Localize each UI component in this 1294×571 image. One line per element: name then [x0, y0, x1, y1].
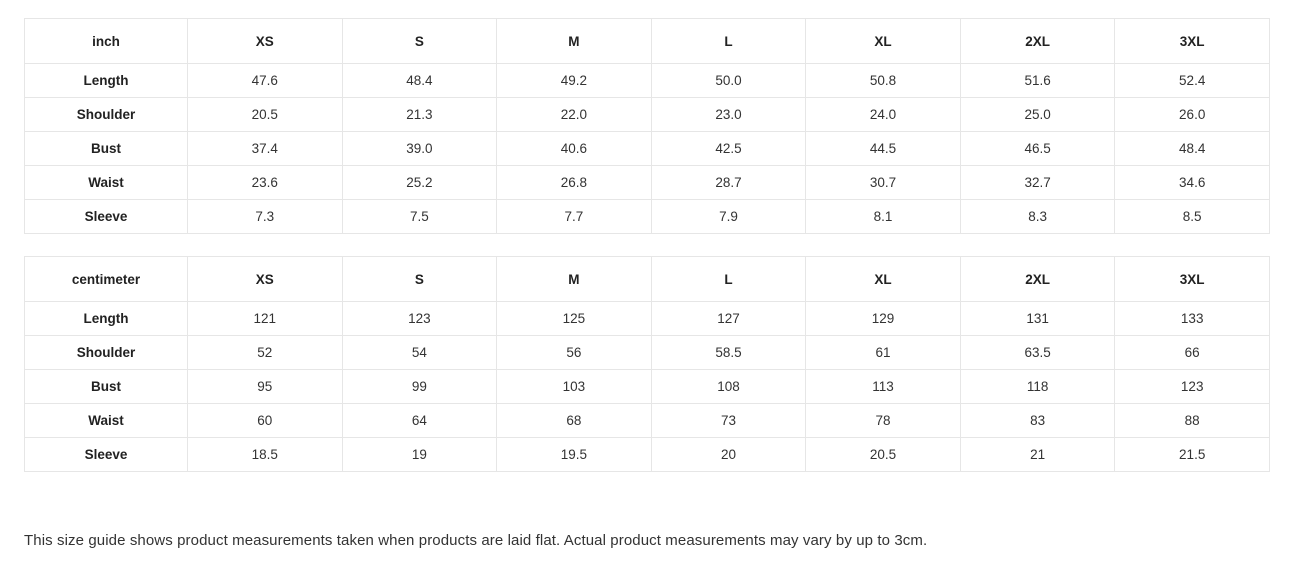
cell-value: 7.3	[188, 200, 343, 234]
size-chart-centimeter	[24, 256, 1270, 472]
size-header-xl: XL	[806, 257, 961, 302]
size-header-3xl: 3XL	[1115, 19, 1270, 64]
unit-label-inch: inch	[25, 19, 188, 64]
cell-value: 49.2	[497, 64, 652, 98]
cell-value: 56	[497, 336, 652, 370]
cell-value: 99	[342, 370, 497, 404]
size-header-xl: XL	[806, 19, 961, 64]
cell-value: 7.9	[651, 200, 806, 234]
cell-value: 25.0	[960, 98, 1115, 132]
cell-value: 58.5	[651, 336, 806, 370]
cell-value: 24.0	[806, 98, 961, 132]
cell-value: 108	[651, 370, 806, 404]
cell-value: 8.3	[960, 200, 1115, 234]
cell-value: 118	[960, 370, 1115, 404]
cell-value: 83	[960, 404, 1115, 438]
measure-label-shoulder: Shoulder	[25, 98, 188, 132]
size-header-s: S	[342, 257, 497, 302]
measure-label-sleeve: Sleeve	[25, 438, 188, 472]
cell-value: 95	[188, 370, 343, 404]
cell-value: 42.5	[651, 132, 806, 166]
cell-value: 19	[342, 438, 497, 472]
size-chart-inch	[24, 18, 1270, 234]
table-row	[25, 404, 1270, 438]
table-header-row	[25, 19, 1270, 64]
cell-value: 23.0	[651, 98, 806, 132]
size-header-l: L	[651, 19, 806, 64]
cell-value: 88	[1115, 404, 1270, 438]
table-row	[25, 438, 1270, 472]
cell-value: 68	[497, 404, 652, 438]
size-header-s: S	[342, 19, 497, 64]
cell-value: 21.5	[1115, 438, 1270, 472]
cell-value: 7.7	[497, 200, 652, 234]
cell-value: 25.2	[342, 166, 497, 200]
measure-label-bust: Bust	[25, 370, 188, 404]
measure-label-waist: Waist	[25, 404, 188, 438]
cell-value: 8.5	[1115, 200, 1270, 234]
unit-label-centimeter: centimeter	[25, 257, 188, 302]
cell-value: 26.8	[497, 166, 652, 200]
cell-value: 48.4	[1115, 132, 1270, 166]
cell-value: 50.8	[806, 64, 961, 98]
measure-label-waist: Waist	[25, 166, 188, 200]
cell-value: 28.7	[651, 166, 806, 200]
measure-label-sleeve: Sleeve	[25, 200, 188, 234]
measure-label-length: Length	[25, 302, 188, 336]
size-header-2xl: 2XL	[960, 257, 1115, 302]
cell-value: 51.6	[960, 64, 1115, 98]
cell-value: 46.5	[960, 132, 1115, 166]
cell-value: 61	[806, 336, 961, 370]
size-header-xs: XS	[188, 257, 343, 302]
cell-value: 20.5	[188, 98, 343, 132]
cell-value: 22.0	[497, 98, 652, 132]
cell-value: 32.7	[960, 166, 1115, 200]
cell-value: 123	[342, 302, 497, 336]
cell-value: 47.6	[188, 64, 343, 98]
cell-value: 113	[806, 370, 961, 404]
cell-value: 30.7	[806, 166, 961, 200]
cell-value: 37.4	[188, 132, 343, 166]
cell-value: 52.4	[1115, 64, 1270, 98]
table-row	[25, 302, 1270, 336]
size-header-m: M	[497, 19, 652, 64]
cell-value: 63.5	[960, 336, 1115, 370]
measure-label-bust: Bust	[25, 132, 188, 166]
cell-value: 125	[497, 302, 652, 336]
table-row	[25, 98, 1270, 132]
size-header-3xl: 3XL	[1115, 257, 1270, 302]
cell-value: 39.0	[342, 132, 497, 166]
cell-value: 26.0	[1115, 98, 1270, 132]
cell-value: 127	[651, 302, 806, 336]
measure-label-shoulder: Shoulder	[25, 336, 188, 370]
table-row	[25, 64, 1270, 98]
cell-value: 44.5	[806, 132, 961, 166]
cell-value: 50.0	[651, 64, 806, 98]
cell-value: 48.4	[342, 64, 497, 98]
cell-value: 34.6	[1115, 166, 1270, 200]
table-row	[25, 336, 1270, 370]
cell-value: 21	[960, 438, 1115, 472]
cell-value: 103	[497, 370, 652, 404]
size-guide-note: This size guide shows product measurements taken when products are laid flat. Actual product measurements may vary by up to 3cm.	[24, 532, 928, 549]
table-row	[25, 166, 1270, 200]
cell-value: 121	[188, 302, 343, 336]
cell-value: 129	[806, 302, 961, 336]
table-row	[25, 132, 1270, 166]
cell-value: 123	[1115, 370, 1270, 404]
table-row	[25, 370, 1270, 404]
cell-value: 78	[806, 404, 961, 438]
cell-value: 133	[1115, 302, 1270, 336]
cell-value: 54	[342, 336, 497, 370]
size-header-l: L	[651, 257, 806, 302]
cell-value: 21.3	[342, 98, 497, 132]
cell-value: 8.1	[806, 200, 961, 234]
cell-value: 64	[342, 404, 497, 438]
measure-label-length: Length	[25, 64, 188, 98]
size-header-xs: XS	[188, 19, 343, 64]
cell-value: 23.6	[188, 166, 343, 200]
cell-value: 20.5	[806, 438, 961, 472]
size-header-m: M	[497, 257, 652, 302]
cell-value: 7.5	[342, 200, 497, 234]
cell-value: 73	[651, 404, 806, 438]
cell-value: 18.5	[188, 438, 343, 472]
cell-value: 60	[188, 404, 343, 438]
table-header-row	[25, 257, 1270, 302]
cell-value: 52	[188, 336, 343, 370]
table-row	[25, 200, 1270, 234]
cell-value: 131	[960, 302, 1115, 336]
cell-value: 20	[651, 438, 806, 472]
cell-value: 40.6	[497, 132, 652, 166]
cell-value: 19.5	[497, 438, 652, 472]
size-header-2xl: 2XL	[960, 19, 1115, 64]
cell-value: 66	[1115, 336, 1270, 370]
